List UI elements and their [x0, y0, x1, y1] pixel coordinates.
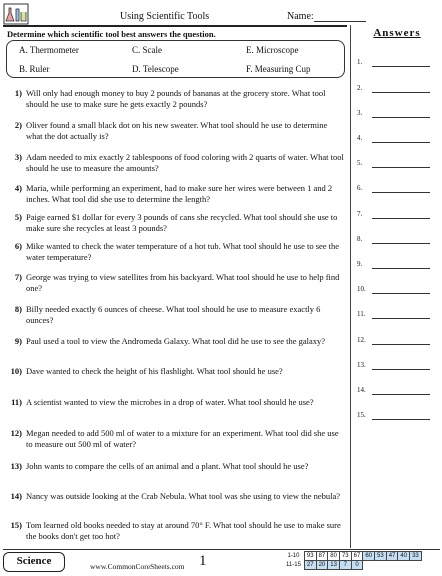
answer-number: 6. — [357, 184, 363, 192]
answer-line[interactable] — [372, 243, 430, 244]
answer-line[interactable] — [372, 66, 430, 67]
question-number: 2) — [14, 120, 22, 130]
question-number: 11) — [11, 397, 22, 407]
footer-divider — [3, 549, 440, 550]
score-cell: 13 — [328, 561, 340, 570]
question-text: Oliver found a small black dot on his new sweater. What tool should he use to determine what the dot actually is? — [26, 120, 328, 141]
page-number: 1 — [199, 553, 207, 569]
site-url: www.CommonCoreSheets.com — [90, 562, 185, 571]
question-text: Dave wanted to check the height of his flashlight. What tool should he use? — [26, 366, 283, 376]
answer-number: 5. — [357, 159, 363, 167]
answer-line[interactable] — [372, 318, 430, 319]
score-cell: 27 — [304, 561, 316, 570]
answer-column-divider — [350, 25, 351, 548]
lab-flask-logo-icon — [3, 3, 29, 25]
answer-line[interactable] — [372, 394, 430, 395]
answer-number: 10. — [357, 285, 366, 293]
question-number: 5) — [14, 212, 22, 222]
question-text: George was trying to view satellites from his backyard. What tool should he use to help find one? — [26, 272, 340, 293]
question-text: A scientist wanted to view the microbes in a drop of water. What tool should he use? — [26, 397, 314, 407]
score-cell: 93 — [304, 552, 316, 561]
score-row-label: 1-10 — [287, 553, 300, 559]
answer-number: 15. — [357, 411, 366, 419]
question-number: 10) — [10, 366, 22, 376]
option-telescope: D. Telescope — [132, 64, 179, 74]
answer-line[interactable] — [372, 117, 430, 118]
answer-number: 8. — [357, 235, 363, 243]
question-number: 7) — [14, 272, 22, 282]
score-cell: 60 — [363, 552, 375, 561]
answer-number: 3. — [357, 109, 363, 117]
score-row-label: 11-15 — [286, 562, 301, 568]
answer-number: 13. — [357, 361, 366, 369]
score-cell: 67 — [351, 552, 363, 561]
question-text: Nancy was outside looking at the Crab Nebula. What tool was she using to view the nebula? — [26, 491, 341, 501]
option-measuring-cup: F. Measuring Cup — [246, 64, 311, 74]
answer-line[interactable] — [372, 369, 430, 370]
answer-line[interactable] — [372, 142, 430, 143]
answer-line[interactable] — [372, 167, 430, 168]
answer-number: 7. — [357, 210, 363, 218]
subject-badge: Science — [3, 552, 65, 572]
question-text: Megan needed to add 500 ml of water to a mixture for an experiment. What tool did she use to measure out 500 ml of water? — [26, 428, 339, 449]
question-text: Maria, while performing an experiment, had to make sure her wires were between 1 and 2 inches. What tool did she use to determine the length? — [26, 183, 333, 204]
answer-line[interactable] — [372, 218, 430, 219]
answer-line[interactable] — [372, 92, 430, 93]
question-number: 14) — [10, 491, 22, 501]
question-number: 9) — [14, 336, 22, 346]
worksheet-title: Using Scientific Tools — [120, 11, 210, 22]
score-table — [284, 551, 422, 570]
score-cell: 33 — [410, 552, 422, 561]
answer-number: 12. — [357, 336, 366, 344]
question-text: Mike wanted to check the water temperature of a hot tub. What tool should he use to see the water temperature? — [26, 241, 340, 262]
option-thermometer: A. Thermometer — [19, 45, 79, 55]
question-number: 13) — [10, 461, 22, 471]
question-text: Adam needed to mix exactly 2 tablespoons of food coloring with 2 quarts of water. What tool should he use to measure the amounts? — [26, 152, 344, 173]
question-number: 12) — [10, 428, 22, 438]
score-cell: 20 — [316, 561, 328, 570]
score-row — [284, 552, 421, 561]
question-text: Paul used a tool to view the Andromeda Galaxy. What tool did he use to see the galaxy? — [26, 336, 326, 346]
answer-line[interactable] — [372, 192, 430, 193]
score-cell: 47 — [386, 552, 398, 561]
score-cell: 7 — [339, 561, 351, 570]
question-text: John wants to compare the cells of an animal and a plant. What tool should he use? — [26, 461, 309, 471]
score-cell: 73 — [339, 552, 351, 561]
score-cell: 0 — [351, 561, 363, 570]
answer-number: 14. — [357, 386, 366, 394]
score-cell: 87 — [316, 552, 328, 561]
answer-line[interactable] — [372, 344, 430, 345]
score-cell: 40 — [398, 552, 410, 561]
answer-line[interactable] — [372, 293, 430, 294]
name-label: Name: — [287, 11, 314, 22]
question-number: 1) — [14, 88, 22, 98]
score-row — [284, 561, 421, 570]
question-number: 3) — [14, 152, 22, 162]
answer-line[interactable] — [372, 268, 430, 269]
answer-number: 1. — [357, 58, 363, 66]
option-scale: C. Scale — [132, 45, 162, 55]
question-number: 15) — [10, 520, 22, 530]
name-field-line[interactable] — [314, 21, 366, 22]
question-text: Billy needed exactly 6 ounces of cheese. What tool should he use to measure exactly 6 ounces? — [26, 304, 321, 325]
question-text: Will only had enough money to buy 2 pounds of bananas at the grocery store. What tool should he use to make sure he gets exactly 2 pounds? — [26, 88, 326, 109]
option-microscope: E. Microscope — [246, 45, 299, 55]
question-number: 4) — [14, 183, 22, 193]
answers-heading: Answers — [373, 27, 421, 39]
answer-number: 9. — [357, 260, 363, 268]
answer-number: 4. — [357, 134, 363, 142]
answer-line[interactable] — [372, 419, 430, 420]
score-cell: 80 — [328, 552, 340, 561]
question-number: 6) — [14, 241, 22, 251]
option-ruler: B. Ruler — [19, 64, 50, 74]
header-divider — [3, 25, 347, 27]
answer-number: 2. — [357, 84, 363, 92]
question-text: Tom learned old books needed to stay at around 70° F. What tool should he use to make sure the books don't get too hot? — [26, 520, 341, 541]
question-number: 8) — [14, 304, 22, 314]
question-text: Paige earned $1 dollar for every 3 pounds of cans she recycled. What tool should she use to make sure she recycles at least 3 pounds? — [26, 212, 338, 233]
score-cell: 53 — [375, 552, 387, 561]
answer-number: 11. — [357, 310, 366, 318]
instructions: Determine which scientific tool best answers the question. — [7, 29, 216, 39]
